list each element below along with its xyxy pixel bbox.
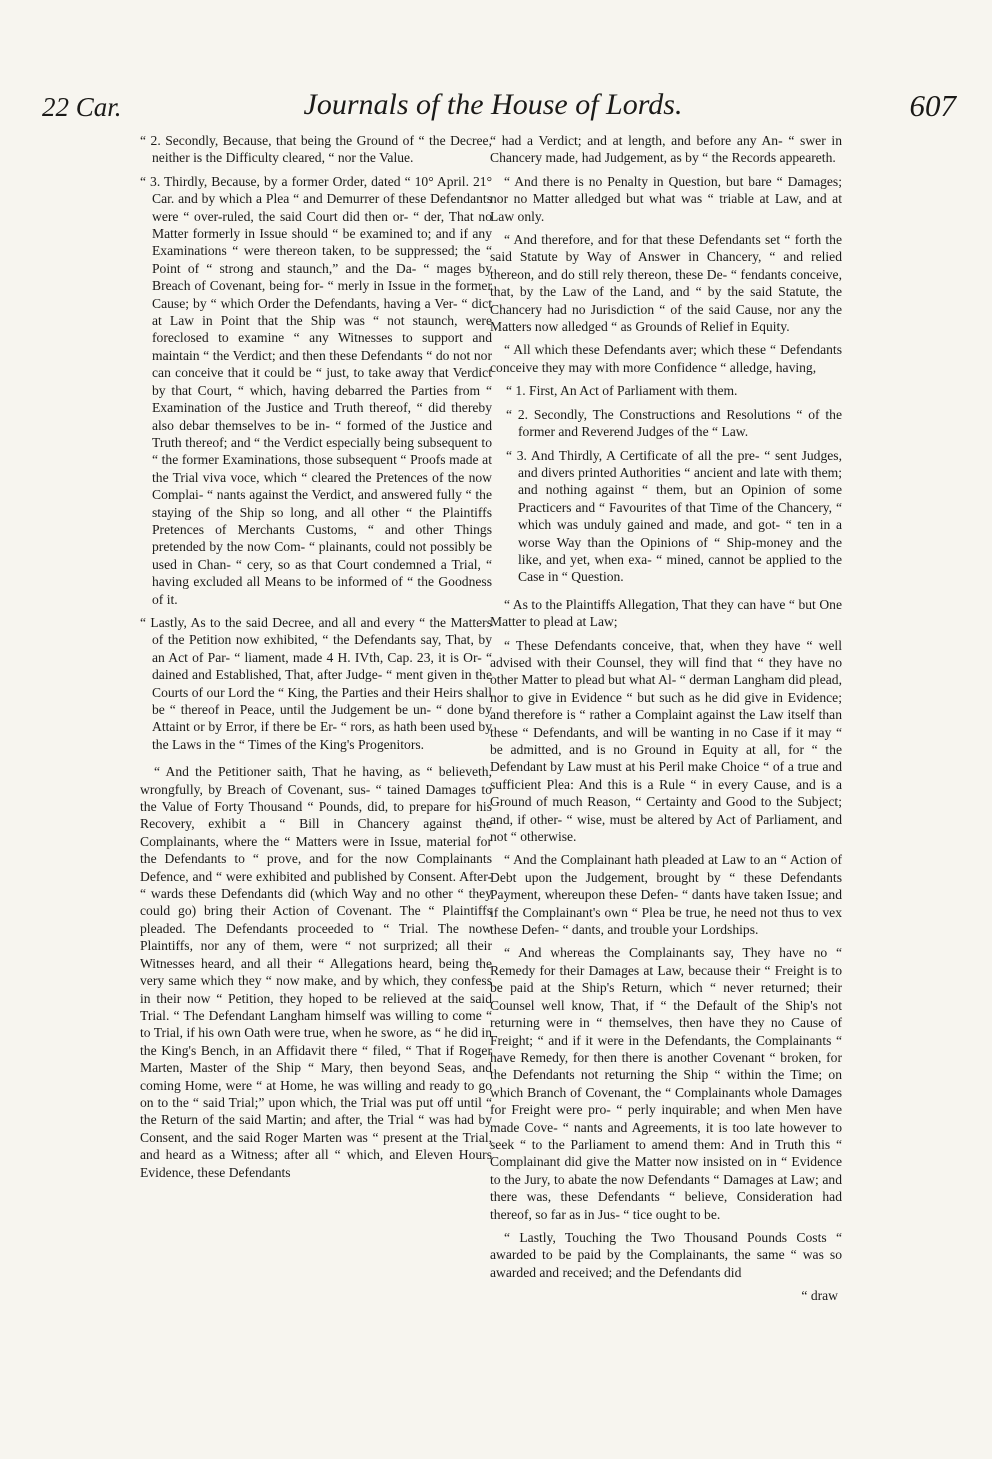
paragraph: “ Lastly, Touching the Two Thousand Pounds Costs “ awarded to be paid by the Complainants, the same “ was so awarded and received; and the Defendants did bbox=[490, 1229, 842, 1280]
paragraph: “ And the Petitioner saith, That he having, as “ believeth, wrongfully, by Breach of Covenant, sus- “ tained Damages to the Value of Forty Thousand “ Pounds, did, to prepare for his Recovery, exhibit a “ Bill in Chancery against the Complainants, where the “ Matters were in Issue, material for the Defendants to “ prove, and for the now Complainants Defence, and “ were exhibited and published by Consent. After- “ wards these Defendants did (which Way and no other “ they could go) bring their Action of Covenant. The “ Plaintiffs pleaded. The Defendants proceeded to “ Trial. The now Plaintiffs, nor any of them, were “ not surprized; all their Witnesses heard, and all their “ Allegations heard, being the very same which they “ now make, and by which, they confess in their now “ Petition, they hoped to be relieved at the said Trial. “ The Defendant Langham himself was willing to come “ to Trial, if his own Oath were true, when he swore, as “ he did in the King's Bench, in an Affidavit there “ filed, “ That if Roger Marten, Master of the Ship “ Mary, then beyond Seas, and coming Home, were “ at Home, he was willing and ready to go on to the “ said Trial;” upon which, the Trial was put off until “ the Return of the said Martin; and after, the Trial “ was had by Consent, and the said Roger Marten was “ present at the Trial, and heard as a Witness; after all “ which, and Eleven Hours Evidence, these Defendants bbox=[140, 764, 492, 1180]
right-column bbox=[490, 132, 842, 1311]
paragraph: “ And there is no Penalty in Question, but bare “ Damages; nor no Matter alledged but what was “ triable at Law, and at Law only. bbox=[490, 173, 842, 224]
page-number: 607 bbox=[909, 88, 956, 123]
paragraph: “ Lastly, As to the said Decree, and all and every “ the Matters of the Petition now exhibited, “ the Defendants say, That, by an Act of Par- “ liament, made 4 H. IVth, Cap. 23, it is Or- “ dained and Established, That, after Judge- “ ment given in the Courts of our Lord the “ King, the Parties and their Heirs shall be “ thereof in Peace, until the Judgement be un- “ done by Attaint or by Error, if there be Er- “ rors, as hath been used by the Laws in the “ Times of the King's Progenitors. bbox=[140, 614, 492, 752]
left-column bbox=[140, 132, 492, 1187]
right-column-body bbox=[490, 132, 842, 1281]
paragraph: “ And the Complainant hath pleaded at Law to an “ Action of Debt upon the Judgement, brought by “ these Defendants Payment, whereupon these Defen- “ dants have taken Issue; and if the Complainant's own “ Plea be true, he need not thus to vex these Defen- “ dants, and trouble your Lordships. bbox=[490, 852, 842, 938]
paragraph: “ 3. And Thirdly, A Certificate of all the pre- “ sent Judges, and divers printed Authorities “ ancient and late with them; and nothing against “ them, but an Opinion of some Practicers and “ Favourites of that Time of the Chancery, “ which was unduly gained and made, and got- “ ten in a worse Way than the Opinions of “ Ship-money and the like, and yet, when exa- “ mined, cannot be applied to the Case in “ Question. bbox=[506, 447, 842, 585]
paragraph: “ 2. Secondly, Because, that being the Ground of “ the Decree, neither is the Difficulty cleared, “ nor the Value. bbox=[140, 133, 492, 166]
paragraph: “ These Defendants conceive, that, when they have “ well advised with their Counsel, they will find that “ they have no other Matter to plead but what Al- “ derman Langham did plead, nor to give in Evidence “ but such as he did give in Evidence; and therefore is “ rather a Complaint against the Law itself than these “ Defendants, and will be wanting in no Case if it may “ be admitted, and is no Ground in Equity at all, for “ the Defendant by Law must at his Peril make Choice “ of a true and sufficient Plea: And this is a Rule “ in every Cause, and is a Ground of much Reason, “ Certainty and Good to the Subject; and, if other- “ wise, must be altered by Act of Parliament, and not “ otherwise. bbox=[490, 637, 842, 845]
paragraph: “ 1. First, An Act of Parliament with them. bbox=[506, 383, 738, 399]
catchword: “ draw bbox=[801, 1288, 838, 1304]
paragraph: “ 2. Secondly, The Constructions and Resolutions “ of the former and Reverend Judges of the “ Law. bbox=[506, 406, 842, 440]
paragraph: “ And whereas the Complainants say, They have no “ Remedy for their Damages at Law, because their “ Freight is to be paid at the Ship's Return, which “ never returned; their Counsel well know, That, if “ the Default of the Ship's not returning were in “ themselves, then have they no Cause of Freight; “ and if it were in the Defendants, the Complainants “ have Remedy, for then there is another Covenant “ broken, for the Defendants not returning the Ship “ within the Time; on which Branch of Covenant, the “ Complainants whole Damages for Freight were pro- “ perly inquirable; and when Men have made Cove- “ nants and Agreements, it is too late however to seek “ to the Parliament to amend them: And in Truth this “ Complainant did give the Matter now insisted on in “ Evidence to the Jury, to abate the now Defendants “ Damages at Law; and there was, these Defendants “ believe, Consideration had thereof, so far as in Jus- “ tice ought to be. bbox=[490, 945, 842, 1222]
paragraph: “ As to the Plaintiffs Allegation, That they can have “ but One Matter to plead at Law; bbox=[490, 596, 842, 630]
paragraph: “ All which these Defendants aver; which these “ Defendants conceive they may with more Confidence “ alledge, having, bbox=[490, 342, 842, 375]
paragraph: “ And therefore, and for that these Defendants set “ forth the said Statute by Way of Answer in Chancery, “ and relied thereon, and do still rely thereon, these De- “ fendants conceive, that, by the Law of the Land, and “ by the said Statute, the Chancery had no Jurisdiction “ of the said Cause, nor any the Matters now alledged “ as Grounds of Relief in Equity. bbox=[490, 232, 842, 335]
running-title: Journals of the House of Lords. bbox=[303, 88, 683, 121]
paragraph: “ had a Verdict; and at length, and before any An- “ swer in Chancery made, had Judgement, as by “ the Records appeareth. bbox=[490, 133, 842, 166]
page-header bbox=[30, 86, 956, 126]
paragraph: “ 3. Thirdly, Because, by a former Order, dated “ 10° April. 21° Car. and by which a Plea “ and Demurrer of these Defendants were “ over-ruled, the said Court did then or- “ der, That no Matter formerly in Issue should “ be examined to; and if any Examinations “ were thereon taken, to be suppressed; the “ Point of “ strong and staunch,” and the Da- “ mages by Breach of Covenant, being for- “ merly in Issue in the former Cause; by “ which Order the Defendants, having a Ver- “ dict at Law in Point that the Ship was “ not staunch, were foreclosed to examine “ any Witnesses to support and maintain “ the Verdict; and then these Defendants “ do not nor can conceive that it could be “ just, to take away that Verdict by that Court, “ which, having debarred the Parties from “ Examination of the Justice and Truth thereof, “ did thereby also debar themselves to be in- “ formed of the Justice and Truth thereof; and “ the Verdict especially being subsequent to “ the former Examinations, those subsequent “ Proofs made at the Trial viva voce, which “ cleared the Pretences of the now Complai- “ nants against the Verdict, and answered fully “ the staying of the Ship so long, and all other “ the Plaintiffs Pretences of Merchants Customs, “ and other Things pretended by the now Com- “ plainants, could not possibly be used in Chan- “ cery, so as that Court condemned a Trial, “ having excluded all Means to be informed of “ the Goodness of it. bbox=[140, 173, 492, 607]
regnal-year: 22 Car. bbox=[42, 92, 122, 122]
